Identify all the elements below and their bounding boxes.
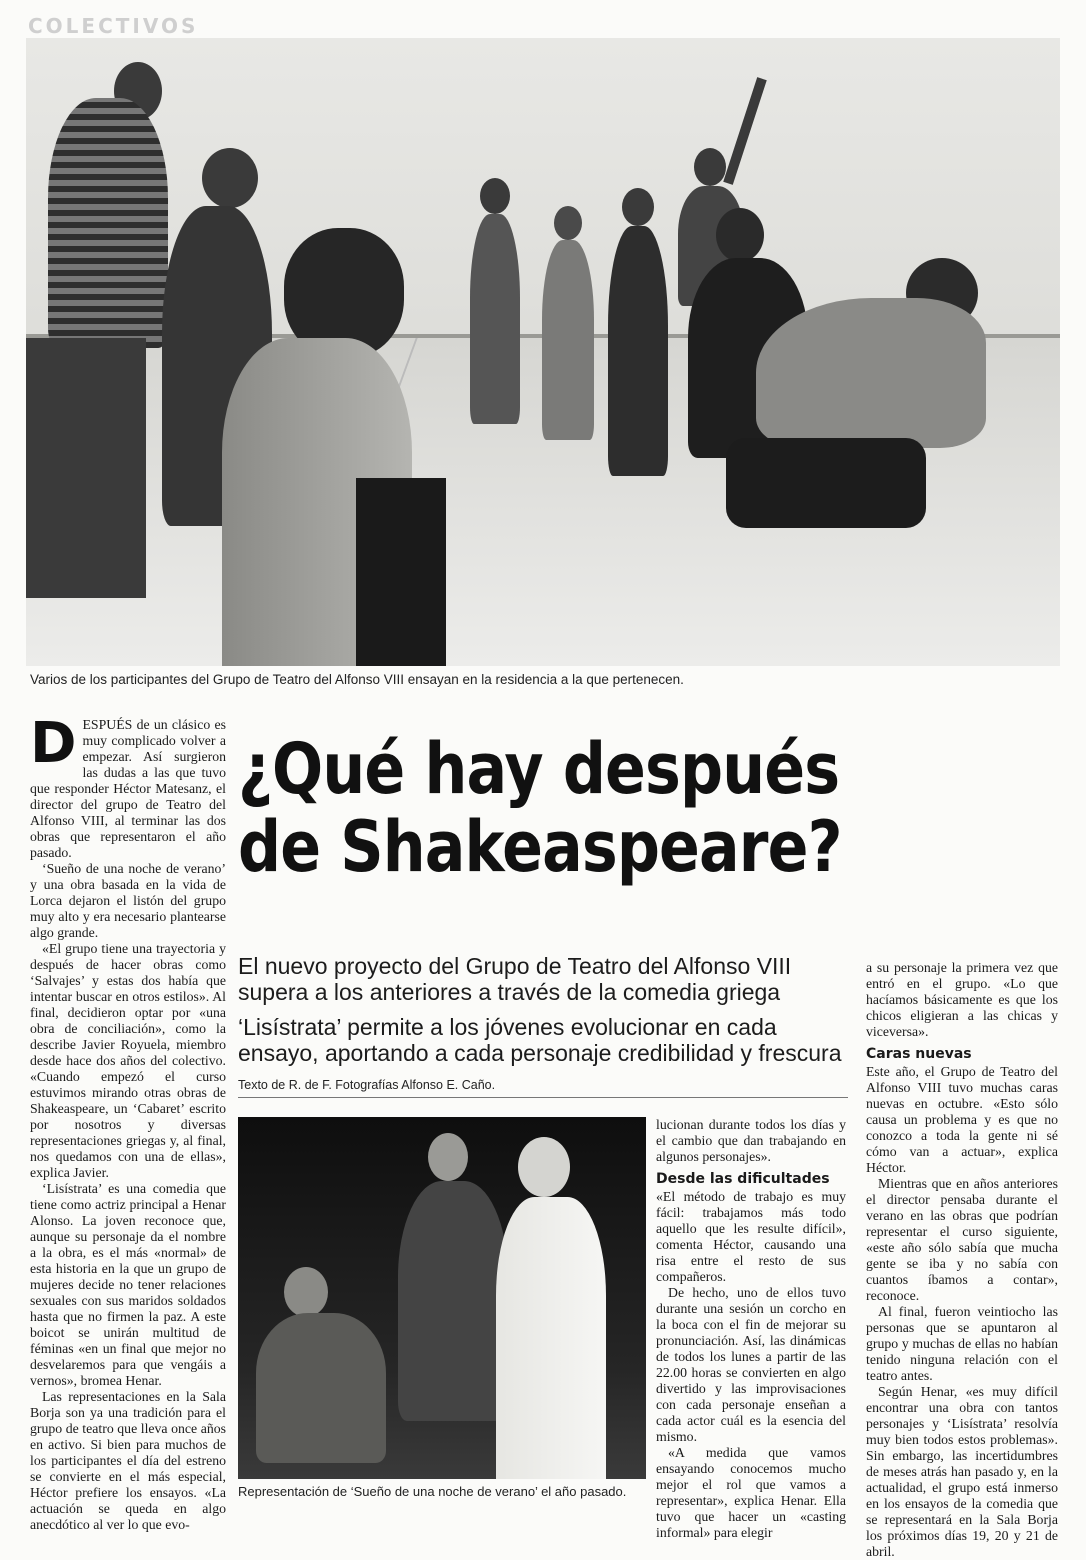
headline: [238, 730, 952, 886]
rule: [238, 1097, 848, 1098]
section-heading: Caras nuevas: [866, 1046, 972, 1062]
paragraph: ‘Sueño de una noche de verano’ y una obra basada en la vida de Lorca dejaron el listón del grupo muy alto y era necesario plantearse algo grande.: [30, 861, 226, 940]
subhead-2-line-2: ensayo, aportando a cada personaje credibilidad y frescura: [238, 1040, 842, 1066]
subhead-2: [238, 1014, 858, 1066]
paragraph: ESPUÉS de un clásico es muy complicado volver a empezar. Así surgieron las dudas a las que tuvo que responder Héctor Matesanz, el director del grupo de Teatro del Alfonso VIII, al terminar las dos obras que representaron el año pasado.: [30, 717, 226, 860]
paragraph: De hecho, uno de ellos tuvo durante una sesión un corcho en la boca con el fin de mejorar su pronunciación. Así, las dinámicas de todos los lunes a partir de las 22.00 horas se convierten en algo divertido y las improvisaciones con cada personaje enseñan a cada actor cuál es la esencia del mismo.: [656, 1285, 846, 1444]
headline-line-1: ¿Qué hay después: [238, 728, 840, 810]
section-label: COLECTIVOS: [28, 14, 199, 38]
rehearsal-photo: [26, 38, 1060, 666]
paragraph: Según Henar, «es muy difícil encontrar una obra con tantos personajes y ‘Lisístrata’ resolvía muy bien todos estos problemas». Sin embargo, las incertidumbres de meses atrás han pasado y, en la actualidad, el grupo está inmerso en los ensayos de la comedia que se representará en la Sala Borja los próximos días 19, 20 y 21 de abril.: [866, 1384, 1058, 1559]
article-column-1: [30, 711, 226, 1532]
paragraph: Mientras que en años anteriores el director pensaba durante el verano en las obras que podrían representar el curso siguiente, «este año sólo sabía que mucha gente se iba y no sabía con cuantos íbamos a contar», reconoce.: [866, 1176, 1058, 1303]
top-photo-caption: Varios de los participantes del Grupo de Teatro del Alfonso VIII ensayan en la residencia a la que pertenecen.: [30, 672, 684, 687]
section-heading: Desde las dificultades: [656, 1171, 830, 1187]
paragraph: «A medida que vamos ensayando conocemos mucho mejor el rol que vamos a representar», explica Henar. Ella tuvo que hacer un «casting informal» para elegir: [656, 1445, 846, 1540]
headline-line-2: de Shakeaspeare?: [238, 806, 842, 888]
subhead-1-line-2: supera a los anteriores a través de la comedia griega: [238, 979, 781, 1005]
article-column-4: [866, 960, 1058, 1559]
article-column-3: [656, 1117, 846, 1540]
paragraph: Las representaciones en la Sala Borja son ya una tradición para el grupo de teatro que lleva once años en activo. Si bien para muchos de los participantes el día del estreno se convierte en el más especial, Héctor prefiere los ensayos. «La actuación se queda en algo anecdótico al ver lo que evo-: [30, 1389, 226, 1532]
byline: Texto de R. de F. Fotografías Alfonso E. Caño.: [238, 1078, 496, 1092]
subhead-2-line-1: ‘Lisístrata’ permite a los jóvenes evolucionar en cada: [238, 1014, 777, 1040]
paragraph: «El método de trabajo es muy fácil: trabajamos más todo aquello que les resulte difícil», comenta Héctor, causando una risa entre el resto de sus compañeros.: [656, 1189, 846, 1284]
performance-photo: [238, 1117, 646, 1479]
paragraph: lucionan durante todos los días y el cambio que dan trabajando en algunos personajes».: [656, 1117, 846, 1164]
paragraph: Este año, el Grupo de Teatro del Alfonso VIII tuvo muchas caras nuevas en octubre. «Esto sólo causa un problema y es que no conozco a toda la gente ni sé cómo van a actuar», explica Héctor.: [866, 1064, 1058, 1175]
subhead-1: [238, 953, 858, 1005]
subhead-1-line-1: El nuevo proyecto del Grupo de Teatro del Alfonso VIII: [238, 953, 792, 979]
bottom-photo-caption: Representación de ‘Sueño de una noche de verano’ el año pasado.: [238, 1484, 627, 1499]
paragraph: ‘Lisístrata’ es una comedia que tiene como actriz principal a Henar Alonso. La joven reconoce que, aunque su personaje da el nombre a la obra, es el más «normal» de esta historia en la que un grupo de mujeres decide no tener relaciones sexuales con sus maridos soldados hasta que no firmen la paz. A este boicot se unirán multitud de féminas «en un final que mejor no desvelaremos para que vengáis a vernos», bromea Henar.: [30, 1181, 226, 1388]
paragraph: a su personaje la primera vez que entró en el grupo. «Lo que hacíamos básicamente es que los chicos eligieran a las chicas y viceversa».: [866, 960, 1058, 1039]
drop-cap: D: [30, 711, 77, 776]
paragraph: «El grupo tiene una trayectoria y después de hacer obras como ‘Salvajes’ y estas dos había que intentar buscar en otros estilos». Al final, decidieron optar por «una obra de conciliación», como la describe Javier Royuela, miembro desde hace dos años del colectivo. «Cuando empezó el curso estuvimos mirando otras obras de Shakeaspeare, un ‘Cabaret’ escrito por nosotros y diversas representaciones griegas y, al final, nos quedamos con una de ellas», explica Javier.: [30, 941, 226, 1180]
paragraph: Al final, fueron veintiocho las personas que se apuntaron al grupo y muchas de ellas no habían tenido ninguna relación con el teatro antes.: [866, 1304, 1058, 1383]
